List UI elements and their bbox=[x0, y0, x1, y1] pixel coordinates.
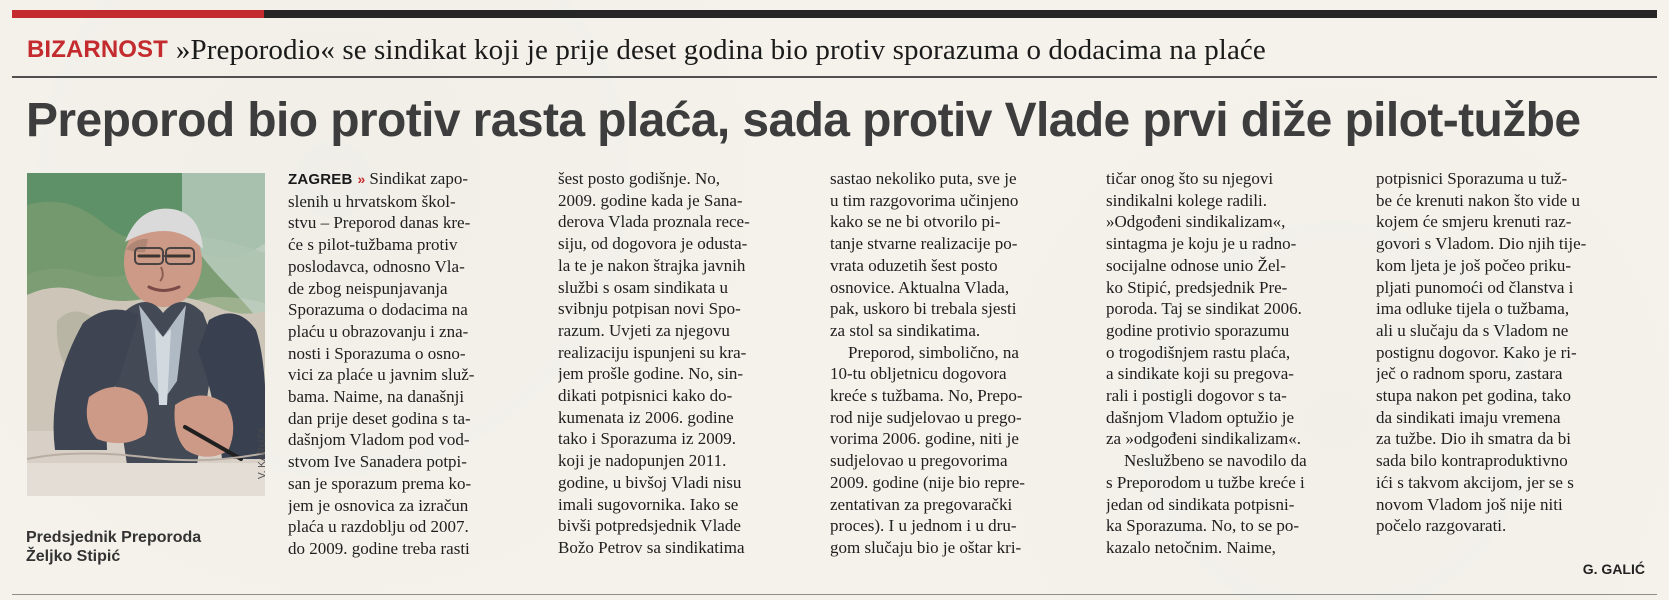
column-line: u tim razgovorima učinjeno bbox=[830, 190, 1019, 210]
column-line: be će krenuti nakon što vide u bbox=[1376, 190, 1580, 210]
photo-caption bbox=[26, 528, 266, 566]
column-line: gom slučaju bio je oštar kri- bbox=[830, 537, 1022, 557]
column-line: siju, od dogovora je odusta- bbox=[558, 234, 748, 254]
column-line: sintagma je koju je u radno- bbox=[1106, 234, 1297, 254]
dateline-mark: » bbox=[357, 171, 366, 187]
column-line: za »odgođeni sindikalizam«. bbox=[1106, 429, 1301, 449]
column-lines bbox=[1376, 168, 1626, 537]
column-line: tanje stvarne realizacije po- bbox=[830, 234, 1018, 254]
column-line: Sporazuma o dodacima na bbox=[288, 300, 468, 320]
article-column-3 bbox=[830, 168, 1078, 588]
column-line: Neslužbeno se navodilo da bbox=[1124, 451, 1307, 471]
column-lines bbox=[830, 168, 1078, 559]
column-line: godine, u bivšoj Vladi nisu bbox=[558, 472, 742, 492]
column-line: tičar onog što su njegovi bbox=[1106, 169, 1274, 188]
column-line: bama. Naime, na današnji bbox=[288, 387, 465, 407]
column-line: sada bilo kontraproduktivno bbox=[1376, 451, 1568, 471]
portrait-image bbox=[27, 173, 265, 496]
first-line-rest: Sindikat zapo- bbox=[369, 169, 469, 188]
column-line: razum. Uvjeti za njegovu bbox=[558, 320, 730, 340]
column-line: 2009. godine kada je Sana- bbox=[558, 190, 743, 210]
article-column-4 bbox=[1106, 168, 1348, 588]
kicker-text: »Preporodio« se sindikat koji je prije deset godina bio protiv sporazuma o dodacima na plaće bbox=[175, 33, 1266, 66]
column-line: jem je osnovica za izračun bbox=[288, 495, 469, 515]
column-line: bivši potpredsjednik Vlade bbox=[558, 516, 741, 536]
article-column-2 bbox=[558, 168, 798, 588]
column-line: kumenata iz 2006. godine bbox=[558, 407, 734, 427]
column-line: poslodavca, odnosno Vla- bbox=[288, 256, 465, 276]
column-line: imali sugovornika. Iako se bbox=[558, 494, 739, 514]
column-line: ječ o radnom sporu, zastara bbox=[1376, 364, 1563, 384]
column-lines bbox=[558, 168, 798, 559]
column-line bbox=[288, 168, 539, 191]
column-lines bbox=[1106, 168, 1348, 559]
column-line: govori s Vladom. Dio njih tije- bbox=[1376, 234, 1587, 254]
photo-credit: V. KARUZA bbox=[257, 427, 268, 479]
bottom-rule bbox=[12, 594, 1657, 595]
column-line: godine protivio sporazumu bbox=[1106, 320, 1290, 340]
column-line: stvu – Preporod danas kre- bbox=[288, 213, 471, 233]
top-rule-accent bbox=[12, 10, 264, 18]
column-line: plaću u obrazovanju i zna- bbox=[288, 321, 469, 341]
column-line: sindikalni kolege radili. bbox=[1106, 190, 1267, 210]
article-column-5 bbox=[1376, 168, 1626, 588]
column-line: dikati potpisnici kako do- bbox=[558, 386, 733, 406]
caption-line: Željko Stipić bbox=[26, 548, 121, 565]
column-line: dašnjom Vladom optužio je bbox=[1106, 407, 1295, 427]
column-line: rali i postigli dogovor s ta- bbox=[1106, 386, 1287, 406]
column-line: ko Stipić, predsjednik Pre- bbox=[1106, 277, 1288, 297]
column-line: la te je nakon štrajka javnih bbox=[558, 255, 746, 275]
column-line: kojem će smjeru krenuti raz- bbox=[1376, 212, 1572, 232]
column-line: postignu dogovor. Kako je ri- bbox=[1376, 342, 1577, 362]
column-line: a sindikate koji su pregova- bbox=[1106, 364, 1294, 384]
column-line: zentativan za pregovarački bbox=[830, 494, 1013, 514]
column-line: san je sporazum prema ko- bbox=[288, 473, 472, 493]
column-line: kom ljeta je još počeo priku- bbox=[1376, 255, 1571, 275]
column-line: jedan od sindikata potpisni- bbox=[1106, 494, 1295, 514]
column-line: stvom Ive Sanadera potpi- bbox=[288, 452, 467, 472]
column-line: kazalo netočnim. Naime, bbox=[1106, 537, 1276, 557]
caption-line: Predsjednik Preporoda bbox=[26, 529, 202, 546]
column-line: osnovice. Aktualna Vlada, bbox=[830, 277, 1010, 297]
column-line: počelo razgovarati. bbox=[1376, 516, 1507, 536]
column-line: šest posto godišnje. No, bbox=[558, 169, 720, 188]
column-line: Božo Petrov sa sindikatima bbox=[558, 537, 745, 557]
column-line: ima odluke tijela o tužbama, bbox=[1376, 299, 1570, 319]
column-line: nosti i Sporazuma o osno- bbox=[288, 343, 466, 363]
column-line: ka Sporazuma. No, to se po- bbox=[1106, 516, 1300, 536]
column-line: svibnju potpisan novi Spo- bbox=[558, 299, 741, 319]
column-line: rod nije sudjelovao u prego- bbox=[830, 407, 1022, 427]
column-line: sudjelovao u pregovorima bbox=[830, 451, 1008, 471]
kicker bbox=[27, 28, 1657, 72]
column-line: jem prošle godine. No, sin- bbox=[558, 364, 744, 384]
column-line: socijalne odnose unio Žel- bbox=[1106, 255, 1286, 275]
column-line: s Preporodom u tužbe kreće i bbox=[1106, 472, 1305, 492]
column-line: de zbog neispunjavanja bbox=[288, 278, 448, 298]
column-line: poroda. Taj se sindikat 2006. bbox=[1106, 299, 1302, 319]
column-line: stupa nakon pet godina, tako bbox=[1376, 386, 1571, 406]
photo bbox=[27, 173, 265, 496]
byline: G. GALIĆ bbox=[1582, 561, 1645, 577]
column-line: dašnjom Vladom pod vod- bbox=[288, 430, 470, 450]
column-line: potpisnici Sporazuma u tuž- bbox=[1376, 169, 1568, 188]
kicker-label: BIZARNOST bbox=[27, 36, 168, 63]
column-line: vorima 2006. godine, niti je bbox=[830, 429, 1019, 449]
column-line: proces). I u jednom i u dru- bbox=[830, 516, 1017, 536]
column-line: za stol sa sindikatima. bbox=[830, 320, 981, 340]
column-line: novom Vladom još nije niti bbox=[1376, 494, 1563, 514]
column-line: ali u slučaju da s Vladom ne bbox=[1376, 320, 1569, 340]
column-line: realizaciju ispunjeni su kra- bbox=[558, 342, 747, 362]
article-column-1 bbox=[288, 168, 539, 588]
column-line: plaća u razdoblju od 2007. bbox=[288, 517, 469, 537]
column-lines bbox=[288, 191, 539, 560]
column-line: o trogodišnjem rastu plaća, bbox=[1106, 342, 1291, 362]
column-line: službi s osam sindikata u bbox=[558, 277, 728, 297]
column-line: koji je nadopunjen 2011. bbox=[558, 451, 727, 471]
column-line: 2009. godine (nije bio repre- bbox=[830, 472, 1025, 492]
column-line: Preporod, simbolično, na bbox=[848, 342, 1019, 362]
column-line: kako se ne bi otvorilo pi- bbox=[830, 212, 1001, 232]
column-line: pak, uskoro bi trebala sjesti bbox=[830, 299, 1017, 319]
column-line: kreće s tužbama. No, Prepo- bbox=[830, 386, 1023, 406]
column-line: za tužbe. Dio ih smatra da bi bbox=[1376, 429, 1571, 449]
column-line: 10-tu obljetnicu dogovora bbox=[830, 364, 1007, 384]
column-line: pljati punomoći od članstva i bbox=[1376, 277, 1574, 297]
column-line: dan prije deset godina s ta- bbox=[288, 408, 471, 428]
column-line: sastao nekoliko puta, sve je bbox=[830, 169, 1017, 188]
column-line: do 2009. godine treba rasti bbox=[288, 538, 470, 558]
column-line: će s pilot-tužbama protiv bbox=[288, 235, 458, 255]
column-line: vici za plaće u javnim služ- bbox=[288, 365, 475, 385]
headline-rule bbox=[12, 76, 1657, 78]
column-line: vrata oduzetih šest posto bbox=[830, 255, 998, 275]
column-line: derova Vlada proznala rece- bbox=[558, 212, 750, 232]
column-line: »Odgođeni sindikalizam«, bbox=[1106, 212, 1286, 232]
column-line: tako i Sporazuma iz 2009. bbox=[558, 429, 736, 449]
dateline: ZAGREB bbox=[288, 171, 353, 188]
column-line: da sindikati imaju vremena bbox=[1376, 407, 1561, 427]
column-line: slenih u hrvatskom škol- bbox=[288, 191, 456, 211]
column-line: ići s takvom akcijom, jer se s bbox=[1376, 472, 1574, 492]
headline: Preporod bio protiv rasta plaća, sada protiv Vlade prvi diže pilot-tužbe bbox=[26, 93, 1581, 147]
